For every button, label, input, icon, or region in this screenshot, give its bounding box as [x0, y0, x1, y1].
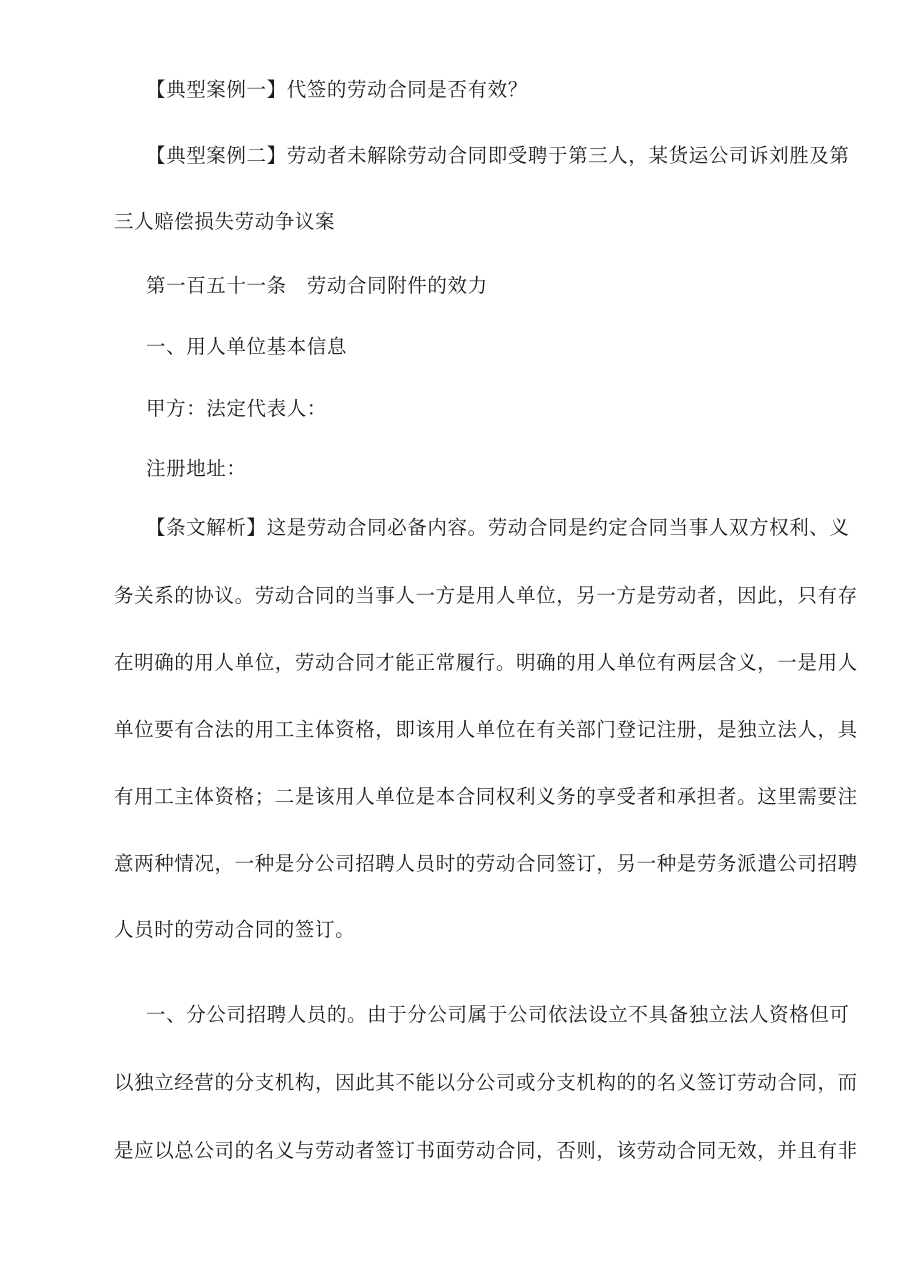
analysis-line-7: 人员时的劳动合同的签订。 — [114, 918, 356, 941]
case-two-heading-line-2: 三人赔偿损失劳动争议案 — [114, 210, 336, 233]
analysis-line-6: 意两种情况，一种是分公司招聘人员时的劳动合同签订，另一种是劳务派遣公司招聘 — [114, 852, 858, 875]
registered-address-line: 注册地址： — [146, 457, 247, 480]
analysis-line-4: 单位要有合法的用工主体资格，即该用人单位在有关部门登记注册，是独立法人，具 — [114, 718, 858, 741]
branch-line-1: 一、分公司招聘人员的。由于分公司属于公司依法设立不具备独立法人资格但可 — [146, 1003, 850, 1026]
branch-line-3: 是应以总公司的名义与劳动者签订书面劳动合同，否则，该劳动合同无效，并且有非 — [114, 1139, 858, 1162]
analysis-line-2: 务关系的协议。劳动合同的当事人一方是用人单位，另一方是劳动者，因此，只有存 — [114, 584, 858, 607]
analysis-line-1: 【条文解析】这是劳动合同必备内容。劳动合同是约定合同当事人双方权利、义 — [146, 516, 850, 539]
party-a-line: 甲方：法定代表人： — [146, 397, 327, 420]
case-two-heading-line-1: 【典型案例二】劳动者未解除劳动合同即受聘于第三人，某货运公司诉刘胜及第 — [146, 144, 850, 167]
case-one-heading: 【典型案例一】代签的劳动合同是否有效？ — [146, 78, 528, 101]
analysis-line-5: 有用工主体资格；二是该用人单位是本合同权利义务的享受者和承担者。这里需要注 — [114, 785, 858, 808]
section-heading: 一、用人单位基本信息 — [146, 335, 348, 358]
analysis-line-3: 在明确的用人单位，劳动合同才能正常履行。明确的用人单位有两层含义，一是用人 — [114, 651, 858, 674]
branch-line-2: 以独立经营的分支机构，因此其不能以分公司或分支机构的的名义签订劳动合同，而 — [114, 1071, 858, 1094]
article-heading: 第一百五十一条 劳动合同附件的效力 — [146, 274, 488, 297]
